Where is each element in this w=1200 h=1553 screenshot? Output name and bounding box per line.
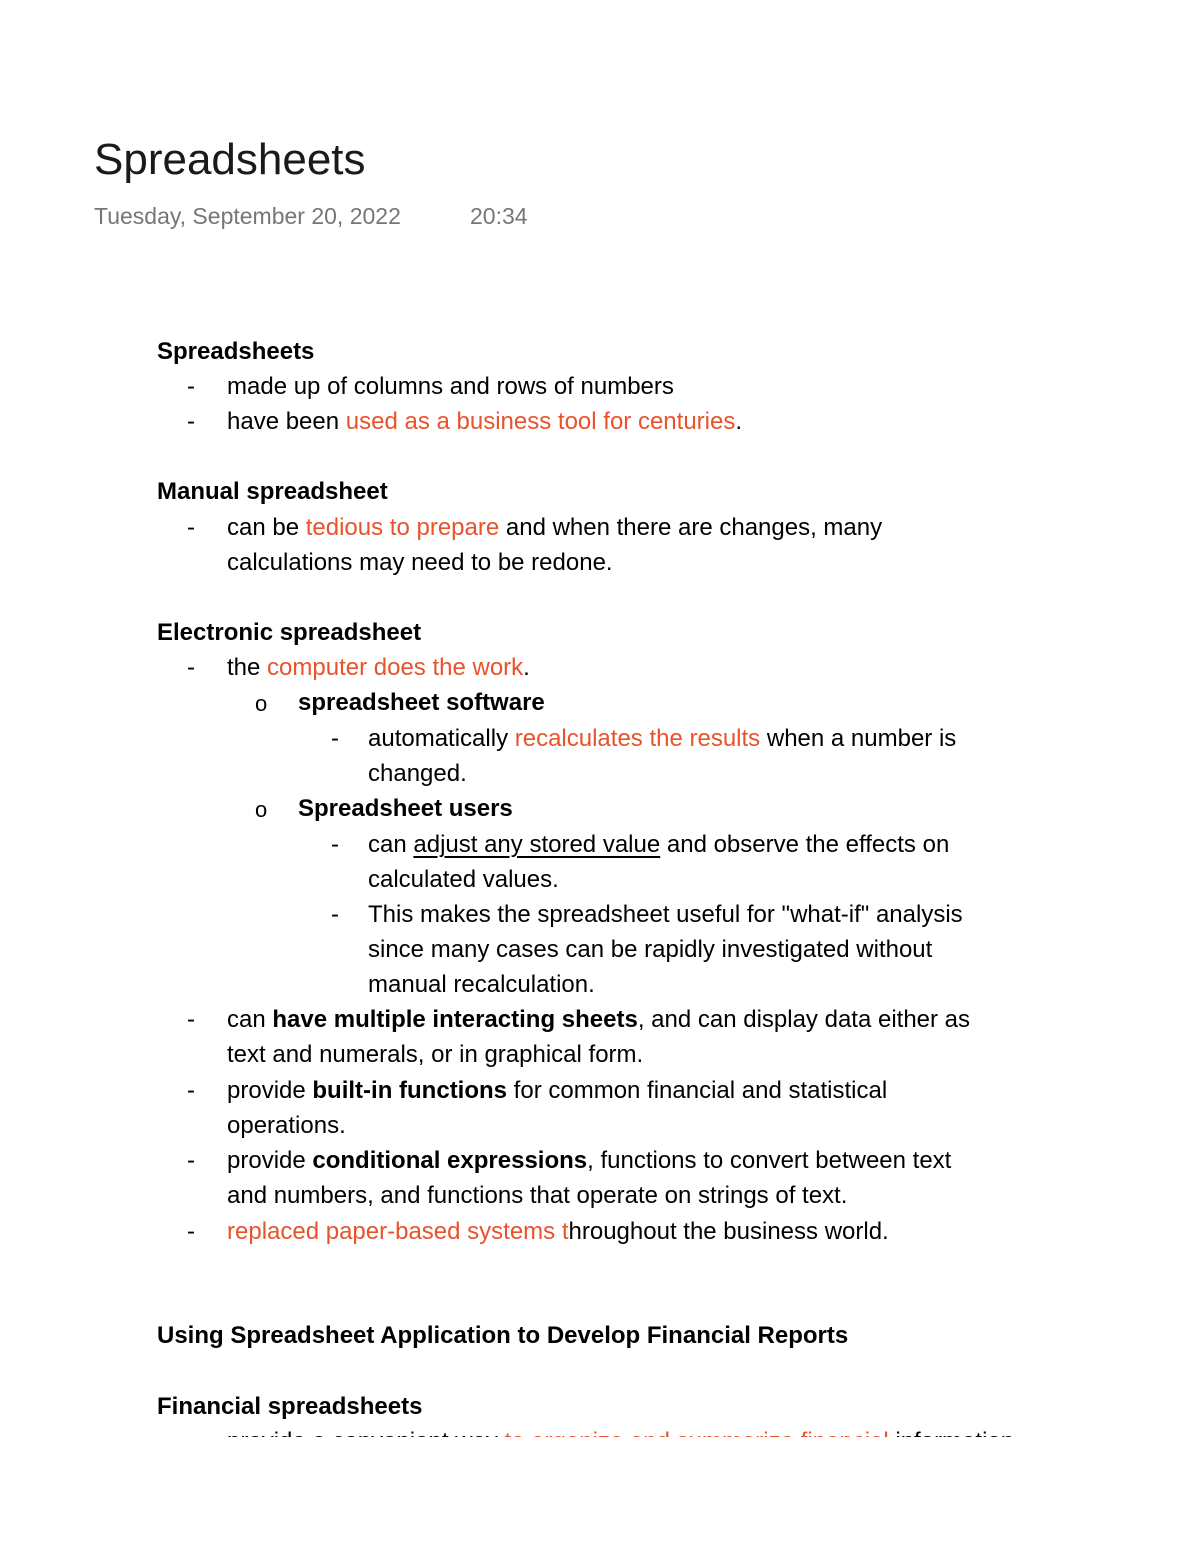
users-item-2-cont-1: since many cases can be rapidly investigated without <box>368 936 933 963</box>
dash-bullet: - <box>187 1147 195 1174</box>
users-item-1-cont: calculated values. <box>368 866 559 893</box>
page-title: Spreadsheets <box>94 135 366 184</box>
users-item-2-cont-2: manual recalculation. <box>368 971 595 998</box>
manual-item-1-cont: calculations may need to be redone. <box>227 549 613 576</box>
circle-bullet: o <box>255 691 268 716</box>
highlight-text: recalculates the results <box>514 725 761 752</box>
software-label: spreadsheet software <box>298 689 545 716</box>
dash-bullet: - <box>187 1077 195 1104</box>
electronic-item-1: the computer does the work. <box>227 654 530 681</box>
spreadsheets-item-2: have been used as a business tool for centuries. <box>227 408 743 435</box>
dash-bullet: - <box>187 373 195 400</box>
users-item-2: This makes the spreadsheet useful for "what-if" analysis <box>368 901 963 928</box>
electronic-item-5: replaced paper-based systems throughout the business world. <box>227 1218 889 1245</box>
highlight-text: tedious to prepare <box>305 514 500 541</box>
electronic-item-2-cont: text and numerals, or in graphical form. <box>227 1041 644 1068</box>
page-time: 20:34 <box>470 203 528 229</box>
users-label: Spreadsheet users <box>298 795 513 822</box>
highlight-text: used as a business tool for centuries <box>345 408 736 435</box>
electronic-item-4-cont: and numbers, and functions that operate on strings of text. <box>227 1182 848 1209</box>
highlight-text: computer does the work <box>267 654 524 681</box>
spreadsheets-item-1: made up of columns and rows of numbers <box>227 373 674 400</box>
electronic-item-4: provide conditional expressions, functions to convert between text <box>227 1147 952 1174</box>
electronic-item-3-cont: operations. <box>227 1112 346 1139</box>
electronic-item-3: provide built-in functions for common financial and statistical <box>227 1077 888 1104</box>
underlined-text: adjust any stored value <box>413 831 661 858</box>
dash-bullet: - <box>331 831 339 858</box>
highlight-text: replaced paper-based systems t <box>227 1218 569 1245</box>
dash-bullet: - <box>331 725 339 752</box>
page-date: Tuesday, September 20, 2022 <box>94 203 401 229</box>
dash-bullet: - <box>187 408 195 435</box>
heading-manual-spreadsheet: Manual spreadsheet <box>157 478 388 505</box>
dash-bullet: - <box>331 901 339 928</box>
heading-electronic-spreadsheet: Electronic spreadsheet <box>157 619 422 646</box>
users-item-1: can adjust any stored value and observe the effects on <box>368 831 950 858</box>
circle-bullet: o <box>255 797 268 822</box>
dash-bullet: - <box>187 514 195 541</box>
dash-bullet: - <box>187 654 195 681</box>
page-cutoff <box>0 1437 1200 1553</box>
heading-spreadsheets: Spreadsheets <box>157 338 315 365</box>
heading-using-spreadsheet-application: Using Spreadsheet Application to Develop Financial Reports <box>157 1322 849 1349</box>
dash-bullet: - <box>187 1006 195 1033</box>
software-item-1: automatically recalculates the results when a number is <box>368 725 957 752</box>
page-date-line <box>94 200 528 232</box>
heading-financial-spreadsheets: Financial spreadsheets <box>157 1393 423 1420</box>
dash-bullet: - <box>187 1218 195 1245</box>
software-item-1-cont: changed. <box>368 760 467 787</box>
electronic-item-2: can have multiple interacting sheets, and can display data either as <box>227 1006 971 1033</box>
manual-item-1: can be tedious to prepare and when there are changes, many <box>227 514 883 541</box>
